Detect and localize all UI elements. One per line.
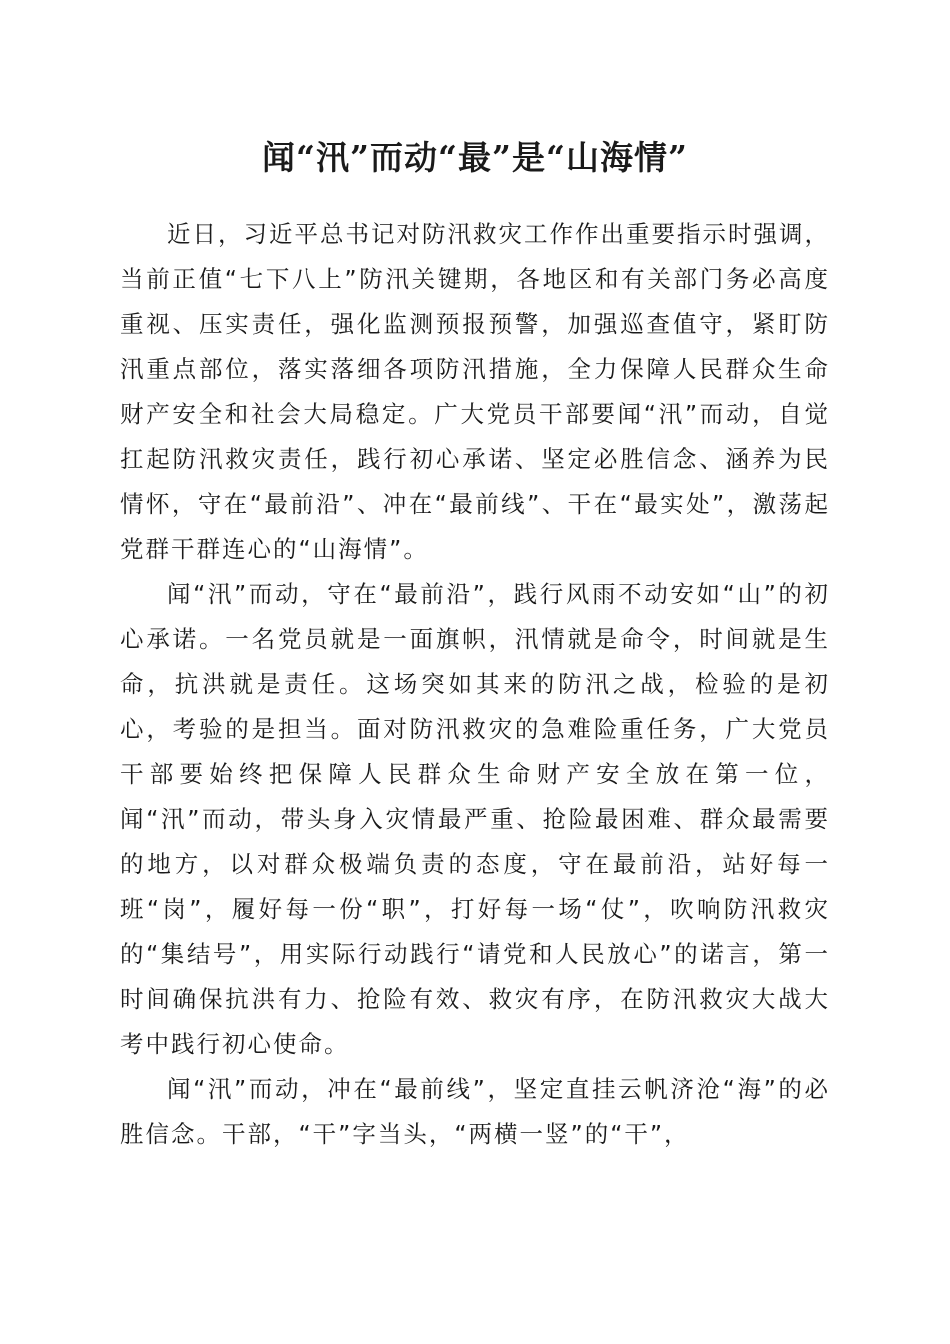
paragraph-3: 闻“汛”而动，冲在“最前线”，坚定直挂云帆济沧“海”的必胜信念。干部，“干”字当头，“两横一竖”的“干”， (120, 1075, 830, 1148)
paragraph-1: 近日，习近平总书记对防汛救灾工作作出重要指示时强调，当前正值“七下八上”防汛关键期，各地区和有关部门务必高度重视、压实责任，强化监测预报预警，加强巡查值守，紧盯防汛重点部位，落实落细各项防汛措施，全力保障人民群众生命财产安全和社会大局稳定。广大党员干部要闻“汛”而动，自觉扛起防汛救灾责任，践行初心承诺、坚定必胜信念、涵养为民情怀，守在“最前沿”、冲在“最前线”、干在“最实处”，激荡起党群干群连心的“山海情”。 (120, 220, 830, 563)
document-title: 闻“汛”而动“最”是“山海情” (262, 138, 688, 177)
document-body (120, 212, 830, 1157)
paragraph-2: 闻“汛”而动，守在“最前沿”，践行风雨不动安如“山”的初心承诺。一名党员就是一面旗帜，汛情就是命令，时间就是生命，抗洪就是责任。这场突如其来的防汛之战，检验的是初心，考验的是担当。面对防汛救灾的急难险重任务，广大党员干部要始终把保障人民群众生命财产安全放在第一位，闻“汛”而动，带头身入灾情最严重、抢险最困难、群众最需要的地方，以对群众极端负责的态度，守在最前沿，站好每一班“岗”，履好每一份“职”，打好每一场“仗”，吹响防汛救灾的“集结号”，用实际行动践行“请党和人民放心”的诺言，第一时间确保抗洪有力、抢险有效、救灾有序，在防汛救灾大战大考中践行初心使命。 (120, 580, 830, 1058)
